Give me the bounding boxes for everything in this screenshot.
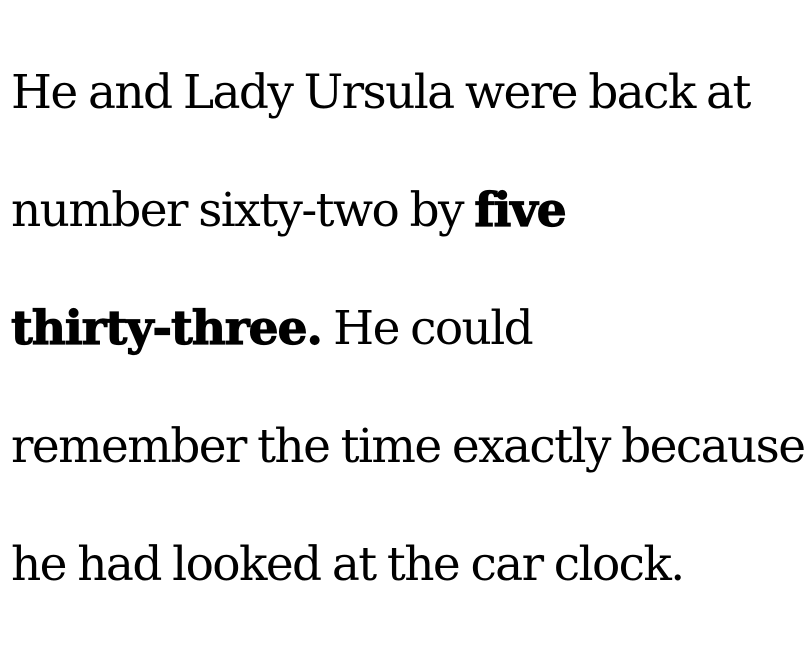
paragraph-line-1: [11, 63, 791, 122]
body-paragraph: [11, 4, 804, 653]
line-5-text: he had looked at the car clock.: [11, 537, 684, 592]
line-2-light-text: number sixty-two by: [11, 183, 475, 238]
line-4-text: remember the time exactly because: [11, 419, 804, 474]
paragraph-line-3: [11, 299, 791, 358]
line-3-light-text: He could: [321, 301, 533, 356]
emphasized-text-thirty-three: thirty-three.: [11, 301, 322, 356]
emphasized-text-five: five: [474, 183, 566, 238]
paragraph-line-4: [11, 417, 804, 476]
paragraph-line-5: [11, 535, 791, 594]
paragraph-line-2: [11, 181, 791, 240]
line-1-text: He and Lady Ursula were back at: [11, 65, 750, 120]
